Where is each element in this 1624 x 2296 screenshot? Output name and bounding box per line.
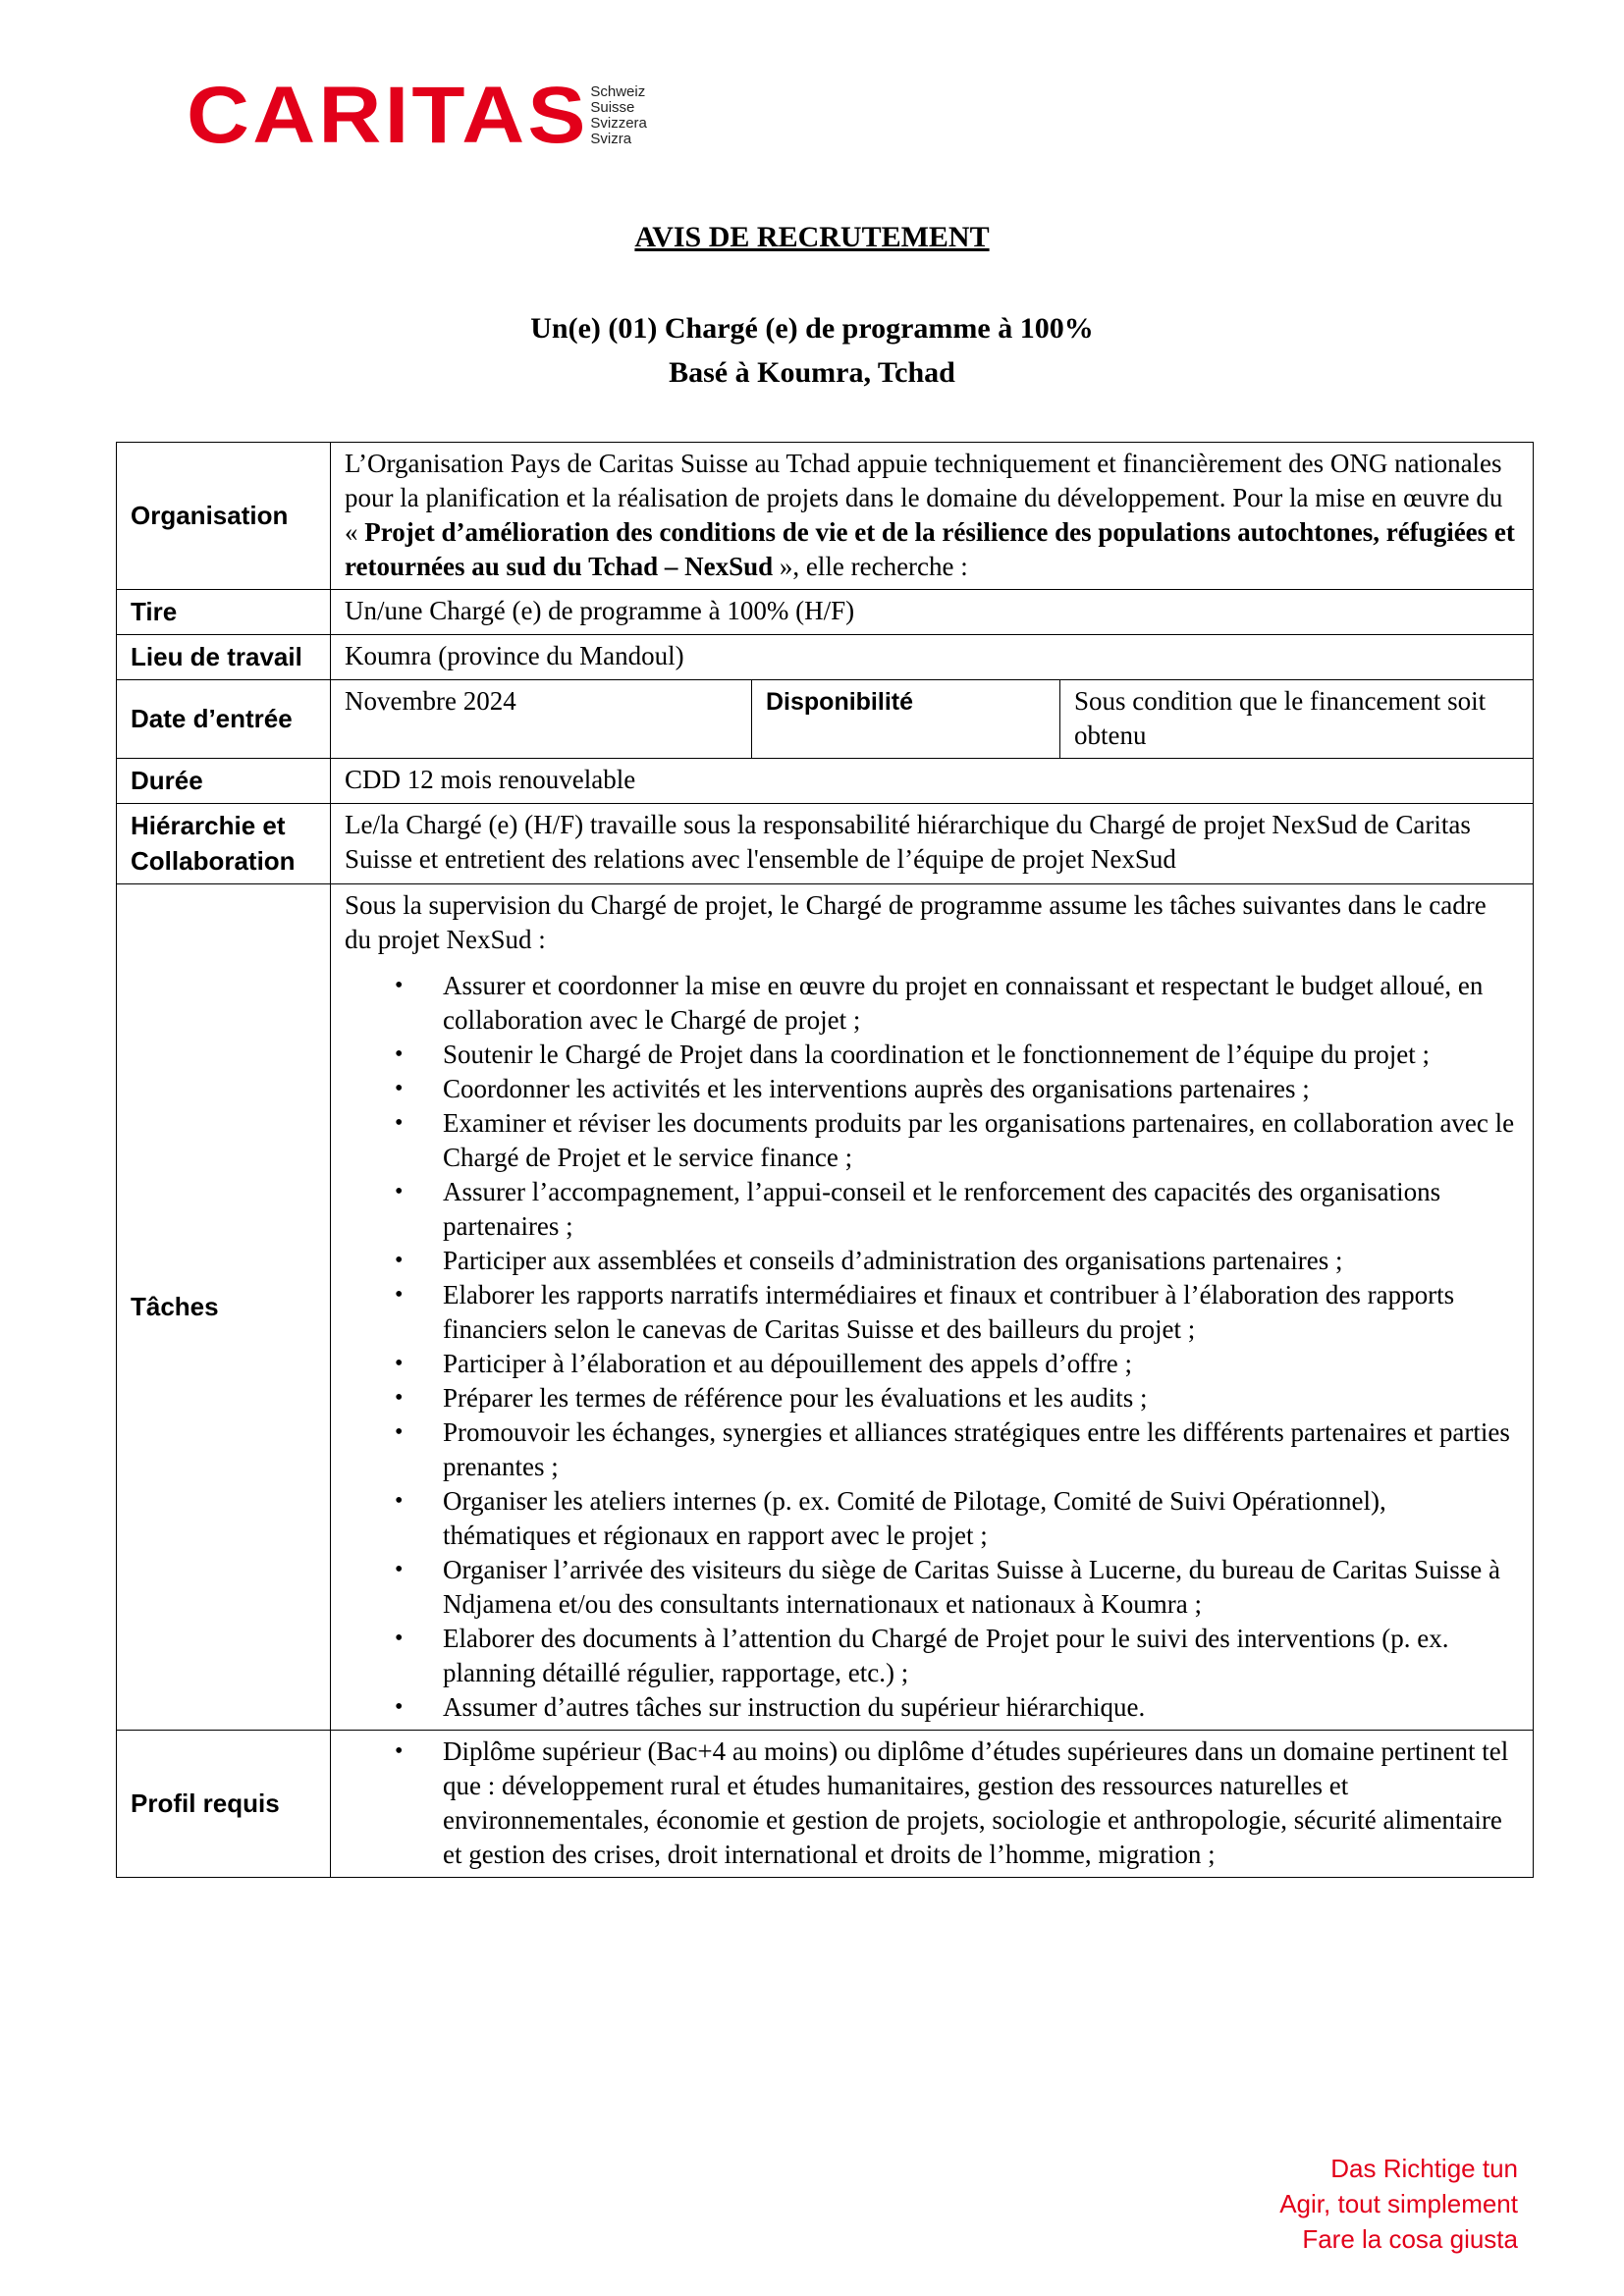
footer-slogans [1279,2151,1518,2257]
tire-value: Un/une Chargé (e) de programme à 100% (H/F) [331,590,1534,635]
taches-intro: Sous la supervision du Chargé de projet, le Chargé de programme assume les tâches suivantes dans le cadre du projet NexSud : [345,890,1487,954]
table-row [117,443,1534,590]
slogan-german: Das Richtige tun [1330,2154,1518,2183]
list-item: • Soutenir le Chargé de Projet dans la coordination et le fonctionnement de l’équipe du projet ; [443,1038,1519,1072]
profil-list [345,1735,1519,1872]
list-item: • Organiser les ateliers internes (p. ex. Comité de Pilotage, Comité de Suivi Opérationnel), thématiques et régionaux en rapport avec le projet ; [443,1484,1519,1553]
organisation-description [331,443,1534,590]
organisation-text-outro: », elle recherche : [773,552,968,581]
list-item: • Participer aux assemblées et conseils d’administration des organisations partenaires ; [443,1244,1519,1278]
table-row [117,680,1534,759]
project-name: Projet d’amélioration des conditions de vie et de la résilience des populations autochtones, réfugiées et retournées au sud du Tchad – NexSud [345,517,1515,581]
disponibilite-value: Sous condition que le financement soit obtenu [1060,680,1534,759]
list-item: • Assurer et coordonner la mise en œuvre du projet en connaissant et respectant le budget alloué, en collaboration avec le Chargé de projet ; [443,969,1519,1038]
row-label-date: Date d’entrée [117,680,331,759]
row-label-lieu: Lieu de travail [117,635,331,680]
row-label-duree: Durée [117,759,331,804]
list-item: • Assumer d’autres tâches sur instruction du supérieur hiérarchique. [443,1690,1519,1725]
row-label-tire: Tire [117,590,331,635]
list-item: • Participer à l’élaboration et au dépouillement des appels d’offre ; [443,1347,1519,1381]
table-row [117,635,1534,680]
row-label-hierarchie [117,804,331,884]
table-row [117,590,1534,635]
list-item: • Organiser l’arrivée des visiteurs du siège de Caritas Suisse à Lucerne, du bureau de Caritas Suisse à Ndjamena et/ou des consultants internationaux et nationaux à Koumra ; [443,1553,1519,1622]
slogan-french: Agir, tout simplement [1279,2189,1518,2218]
logo-language: Suisse [590,99,635,116]
list-item: • Coordonner les activités et les interventions auprès des organisations partenaires ; [443,1072,1519,1106]
list-item: • Examiner et réviser les documents produits par les organisations partenaires, en collaboration avec le Chargé de Projet et le service finance ; [443,1106,1519,1175]
date-value: Novembre 2024 [331,680,752,759]
list-item: • Promouvoir les échanges, synergies et alliances stratégiques entre les différents partenaires et parties prenantes ; [443,1415,1519,1484]
logo-languages [590,84,647,147]
task-list [345,969,1519,1725]
hierarchie-label-line2: Collaboration [131,846,296,876]
position-location: Basé à Koumra, Tchad [669,356,955,389]
list-item: • Elaborer des documents à l’attention du Chargé de Projet pour le suivi des interventions (p. ex. planning détaillé régulier, rapportage, etc.) ; [443,1622,1519,1690]
table-row [117,759,1534,804]
logo-language: Svizzera [590,115,647,132]
disponibilite-label: Disponibilité [766,688,913,716]
row-label-organisation: Organisation [117,443,331,590]
position-title: Un(e) (01) Chargé (e) de programme à 100% [530,312,1094,345]
table-row [117,1731,1534,1878]
disponibilite-label-cell [752,680,1060,759]
list-item: • Assurer l’accompagnement, l’appui-conseil et le renforcement des capacités des organisations partenaires ; [443,1175,1519,1244]
profil-content [331,1731,1534,1878]
table-row [117,884,1534,1731]
logo-language: Svizra [590,131,632,147]
caritas-logo [187,71,647,160]
row-label-profil: Profil requis [117,1731,331,1878]
job-details-table [116,442,1534,1878]
duree-value: CDD 12 mois renouvelable [331,759,1534,804]
list-item: • Préparer les termes de référence pour les évaluations et les audits ; [443,1381,1519,1415]
document-title: AVIS DE RECRUTEMENT [634,221,990,253]
hierarchie-label-line1: Hiérarchie et [131,811,286,840]
lieu-value: Koumra (province du Mandoul) [331,635,1534,680]
list-item: • Elaborer les rapports narratifs intermédiaires et finaux et contribuer à l’élaboration des rapports financiers selon le canevas de Caritas Suisse et des bailleurs du projet ; [443,1278,1519,1347]
logo-wordmark: CARITAS [187,71,589,160]
organisation-text-intro: L’Organisation Pays de Caritas Suisse au Tchad appuie techniquement et financièrement des ONG nationales pour la planification et la réalisation de projets dans le domaine du développement. Pour la mise en œuvre du « [345,449,1503,547]
row-label-taches: Tâches [117,884,331,1731]
hierarchie-value: Le/la Chargé (e) (H/F) travaille sous la responsabilité hiérarchique du Chargé de projet NexSud de Caritas Suisse et entretient des relations avec l'ensemble de l’équipe de projet NexSud [331,804,1534,884]
taches-content [331,884,1534,1731]
slogan-italian: Fare la cosa giusta [1302,2224,1518,2254]
list-item: • Diplôme supérieur (Bac+4 au moins) ou diplôme d’études supérieures dans un domaine pertinent tel que : développement rural et études humanitaires, gestion des ressources naturelles et environnementales, économie et gestion de projets, sociologie et anthropologie, sécurité alimentaire et gestion des crises, droit international et droits de l’homme, migration ; [443,1735,1519,1872]
table-row [117,804,1534,884]
logo-language: Schweiz [590,83,646,100]
